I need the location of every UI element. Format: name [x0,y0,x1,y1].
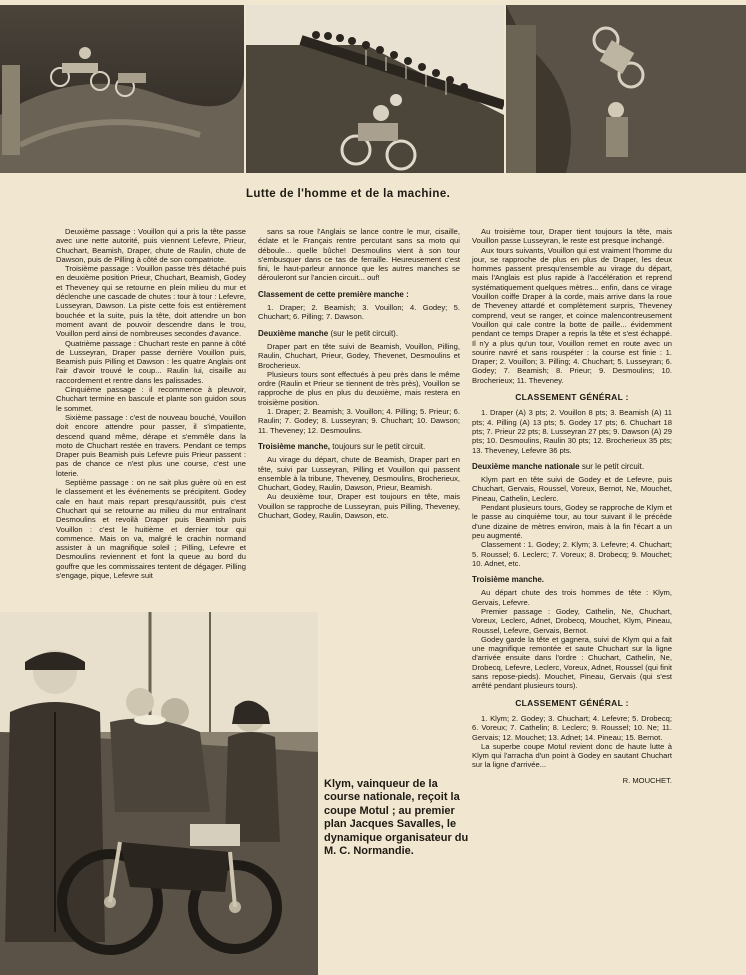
photo-caption-klym: Klym, vainqueur de la course nationale, reçoit la coupe Motul ; au premier plan Jacques Savalles, le dynamique organisateur du M. C. Normandie. [324,778,469,858]
paragraph: Plusieurs tours sont effectués à peu près dans le même ordre (Raulin et Prieur se tiennent de très près), Vouillon se rapproche de plus en plus du deuxième, mais restera en troisième position. [258,369,460,407]
paragraph: Deuxième passage : Vouillon qui a pris la tête passe avec une nette autorité, puis viennent Lefevre, Prieur, Chuchart, Beamish, Draper, chute de Raulin, chute de Dawson, puis de Pilling à côté de son compatriote. [56,227,246,264]
photo-crowd-on-slope [246,5,504,173]
article-column-1 [56,227,246,580]
paragraph: Au deuxième tour, Draper est toujours en tête, mais Vouillon se rapproche de Lusseyran, puis Pilling, Theveney, Chuchart, Godey, Raulin, Dawson, etc. [258,492,460,521]
heading-text: Deuxième manche [258,328,329,338]
paragraph: Troisième passage : Vouillon passe très détaché puis en deuxième position Prieur, Chuchart, Beamish, Godey et Theveney qui se retourne en plein milieu du mur et déclenche une cascade de chutes : tour à tour : Lefevre, Lusseyran, Dawson. La piste cette fois est entièrement bouchée et la suite, puis la tête, doit attendre un bon moment avant de pouvoir descendre dans le trou, Vouillon perd ainsi de nombreuses secondes d'avance. [56,264,246,339]
section-heading: Classement de cette première manche : [258,289,409,299]
paragraph: Au virage du départ, chute de Beamish, Draper part en tête, suivi par Lusseyran, Pilling et Vouillon qui passent ensemble à la tribune, Theveney, Desmoulins, Brocherieux, Chuchart, Godey, Raulin, Dawson, Prieur, Beamish. [258,455,460,493]
heading-subtitle: sur le petit circuit. [581,461,645,471]
section-heading: CLASSEMENT GÉNÉRAL : [515,392,629,403]
author-signature: R. MOUCHET. [622,775,672,785]
article-column-3 [472,227,672,785]
photo-rider-falling [506,5,746,173]
paragraph: Cinquième passage : il recommence à pleuvoir, Chuchart termine en bascule et plante son guidon sous le sommet. [56,385,246,413]
section-heading: CLASSEMENT GÉNÉRAL : [515,697,629,708]
photo-moto-crossing-hill [0,5,244,173]
paragraph: La superbe coupe Motul revient donc de haute lutte à Klym qui l'arracha d'un point à Godey en sautant Chuchart sur la ligne d'arrivée... [472,741,672,770]
section-heading: Troisième manche. [472,575,545,585]
results: 1. Klym; 2. Godey; 3. Chuchart; 4. Lefevre; 5. Drobecq; 6. Voreux; 7. Cathelin; 8. Leclerc; 9. Roussel; 10. Ne; 11. Gervais; 12. Mouchet; 13. Adnet; 14. Pineau; 15. Bernot. [472,713,672,742]
heading-text: Troisième manche, [258,441,331,451]
results: 1. Draper; 2. Beamish; 3. Vouillon; 4. Pilling; 5. Prieur; 6. Raulin; 7. Godey; 8. Lusseyran; 9. Chuchart; 10. Dawson; 11. Theveney; 12. Desmoulins. [258,407,460,435]
paragraph: Septième passage : on ne sait plus guère où en est le classement et les événements se précipitent. Godey cale en haut mais repart presqu'aussitôt, puis c'est Chuchart qui se retourne au milieu du mur entraînant Desmoulins et revoilà Draper puis Beamish puis Vouillon : c'est le huitième et dernier tour qui commence. Mais on va, malgré le crachin normand assister à un magnifique soleil ; Pilling, Lefevre et Desmoulins reviennent et font la queue au bord du gouffre que les commissaires tentent de dégager. Pilling s'engage, pique, Lefevre suit [56,478,246,580]
photo-klym-receives-cup [0,612,318,975]
section-heading [258,442,460,451]
heading-text: Deuxième manche nationale [472,461,580,471]
paragraph: Klym part en tête suivi de Godey et de Lefevre, puis Chuchart, Gervais, Roussel, Voreux, Bernot, Ne, Mouchet, Pineau, Cathelin, Leclerc. [472,475,672,503]
paragraph: Quatrième passage : Chuchart reste en panne à côté de Lusseyran, Draper passe derrière Vouillon puis, Beamish puis Pilling et Dawson : les quatre Anglais ont l'air d'avoir trouvé le coup... Raulin lui, cisaille au raccordement et rentre dans les palissades. [56,338,246,385]
paragraph: Au troisième tour, Draper tient toujours la tête, mais Vouillon passe Lusseyran, le reste est presque inchangé. [472,227,672,246]
paragraph: Au départ chute des trois hommes de tête : Klym, Gervais, Lefevre. [472,588,672,607]
results: 1. Draper; 2. Beamish; 3. Vouillon; 4. Godey; 5. Chuchart; 6. Pilling; 7. Dawson. [258,303,460,322]
paragraph: Pendant plusieurs tours, Godey se rapproche de Klym et le passe au cinquième tour, au tour suivant il le précède d'une dizaine de mètres environ, mais à la fin l'écart a un peu augmenté. [472,503,672,540]
paragraph: Godey garde la tête et gagnera, suivi de Klym qui a fait une magnifique remontée et saute Chuchart sur la ligne d'arrivée ensuite dans l'ordre : Chuchart, Cathelin, Ne, Drobecq, Lefevre, Leclerc, Voreux, Adnet, Roussel (qui finit sans repose-pieds). Mouchet, Pineau, Gervais (qui s'est arrêté pendant plusieurs tours). [472,634,672,691]
paragraph: Draper part en tête suivi de Beamish, Vouillon, Pilling, Raulin, Chuchart, Prieur, Godey, Thevenet, Desmoulins et Brocherieux. [258,341,460,370]
results: Classement : 1. Godey; 2. Klym; 3. Lefevre; 4. Chuchart; 5. Roussel; 6. Leclerc; 7. Voreux; 8. Drobecq; 9. Mouchet; 10. Adnet, etc. [472,540,672,568]
paragraph: sans sa roue l'Anglais se lance contre le mur, cisaille, éclate et le Français rentre percutant sans sa moto qui déboule... quelle bûche! Desmoulins vient à son tour s'embusquer dans ce tas de ferraille. Heureusement c'est fini, le haut-parleur annonce que les autres manches se dérouleront sur l'ancien circuit... ouf! [258,227,460,283]
results: 1. Draper (A) 3 pts; 2. Vouillon 8 pts; 3. Beamish (A) 11 pts; 4. Pilling (A) 13 pts; 5. Godey 17 pts; 6. Chuchart 18 pts; 7. Prieur 22 pts; 8. Lusseyran 27 pts; 9. Dawson (A) 29 pts; 10. Desmoulins, Raulin 30 pts; 12. Brocherieux 35 pts; 13. Theveney, Lefevre 36 pts. [472,408,672,455]
paragraph: Sixième passage : c'est de nouveau bouché, Vouillon doit encore attendre pour passer, il s'impatiente, descend quand même, dérape et s'emmêle dans la moto de Chuchart restée en travers. Pendant ce temps Draper puis Beamish puis Lefevre puis Prieur passent : pas de chance ce n'est plus une course, c'est une loterie. [56,412,246,478]
heading-subtitle: (sur le petit circuit). [330,328,399,338]
paragraph: Aux tours suivants, Vouillon qui est vraiment l'homme du jour, se rapproche de plus en plus de Draper, les deux hommes passent presqu'ensemble au virage du départ, mais l'Anglais est plus rapide à l'accélération et reprend systématiquement quelques mètres... enfin, dans ce virage Vouillon coiffe Draper à la corde, mais arrive dans la roue de Theveney attardé et complètement surpris, Theveney comprend, veut se ranger, et coince malencontreusement Vouillon qui cale contre la botte de paille... évidemment pendant ce temps Draper a repris la tête et s'est échappé. Il n'y a plus qu'un tour, Vouillon remet en route avec un sourire navré et sans rouspéter : la course est finie : 1. Draper; 2. Vouillon; 3. Pilling; 4. Chuchart; 5. Lusseyran; 6. Godey; 7. Beamish; 8. Prieur; 9. Desmoulins; 10. Brocherieux; 11. Theveney. [472,245,672,385]
paragraph: Premier passage : Godey, Cathelin, Ne, Chuchart, Voreux, Leclerc, Adnet, Drobecq, Mouchet, Klym, Pineau, Roussel, Lefevre, Gervais, Bernot. [472,606,672,635]
article-column-2 [258,227,460,520]
heading-subtitle: toujours sur le petit circuit. [332,441,426,451]
main-photo-caption: Lutte de l'homme et de la machine. [246,188,451,200]
section-heading [258,329,460,338]
section-heading [472,462,672,471]
